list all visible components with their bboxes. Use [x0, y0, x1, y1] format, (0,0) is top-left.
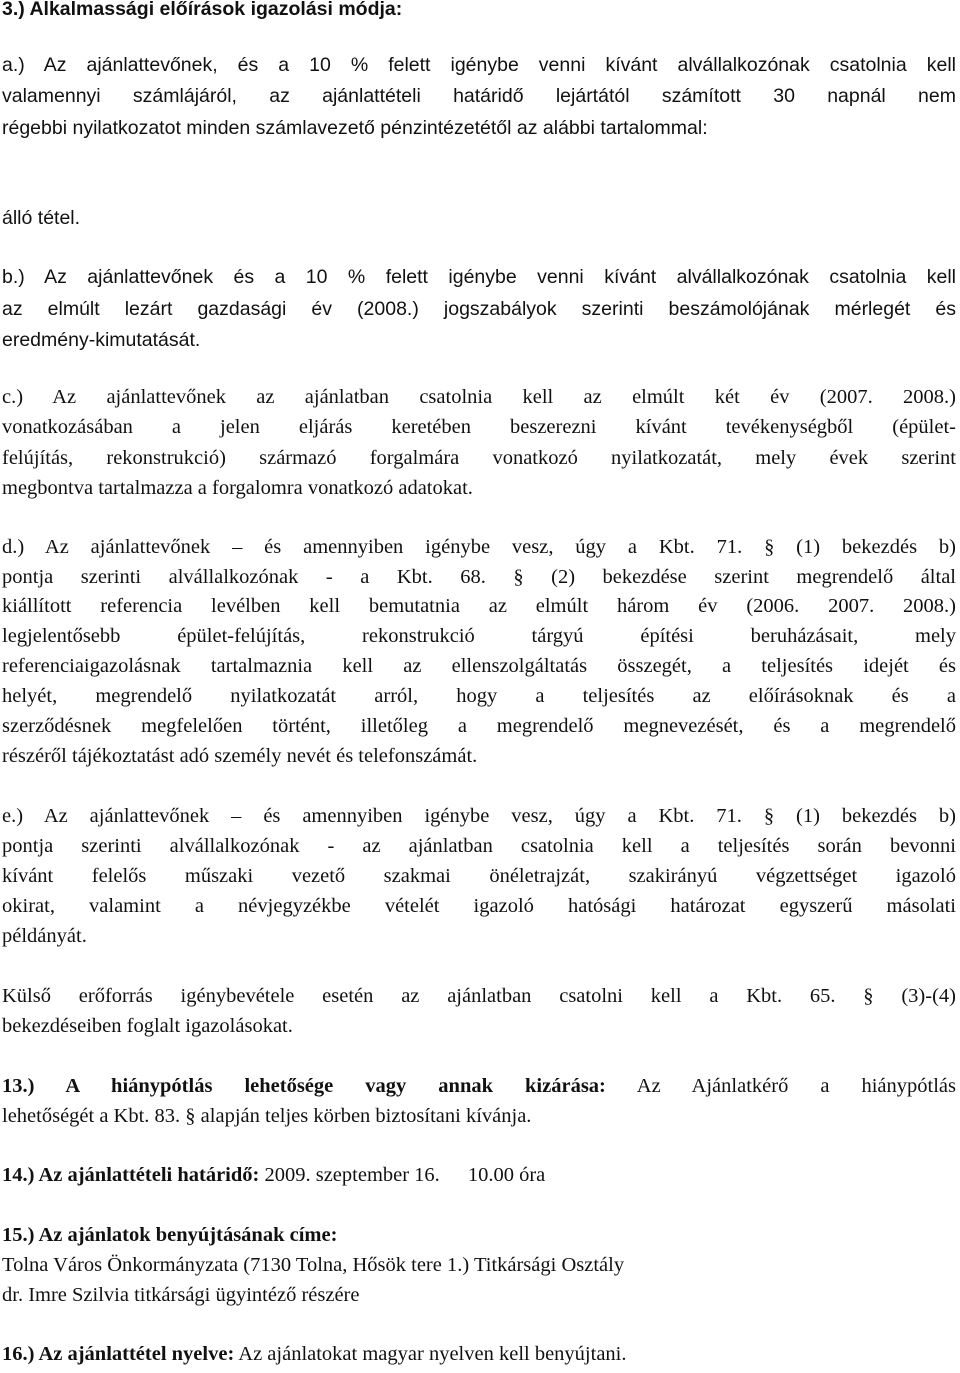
paragraph-d-line: d.) Az ajánlattevőnek – és amennyiben igénybe vesz, úgy a Kbt. 71. § (1) bekezdés b) [2, 536, 956, 558]
paragraph-a-line: valamennyi számlájáról, az ajánlattételi határidő lejártától számított 30 napnál nem [2, 85, 956, 107]
paragraph-b-line: az elmúlt lezárt gazdasági év (2008.) jogszabályok szerinti beszámolójának mérlegét és [2, 298, 956, 320]
paragraph-c-line: felújítás, rekonstrukció) származó forgalmára vonatkozó nyilatkozatát, mely évek szerint [2, 447, 956, 469]
section-13-text: Az Ajánlatkérő a hiánypótlás [605, 1075, 956, 1097]
section-13-label: 13.) A hiánypótlás lehetősége vagy annak kizárása: [2, 1075, 606, 1097]
paragraph-e-line: e.) Az ajánlattevőnek – és amennyiben igénybe vesz, úgy a Kbt. 71. § (1) bekezdés b) [2, 805, 956, 827]
paragraph-d-line: referenciaigazolásnak tartalmaznia kell az ellenszolgáltatás összegét, a teljesítés idejét és [2, 655, 956, 677]
paragraph-c-line: c.) Az ajánlattevőnek az ajánlatban csatolnia kell az elmúlt két év (2007. 2008.) [2, 386, 956, 408]
paragraph-b-line: eredmény-kimutatását. [2, 329, 201, 351]
section-15-label: 15.) Az ajánlatok benyújtásának címe: [2, 1224, 338, 1246]
external-resources-line: Külső erőforrás igénybevétele esetén az ajánlatban csatolni kell a Kbt. 65. § (3)-(4) [2, 985, 956, 1007]
deadline-time: 10.00 óra [467, 1164, 546, 1186]
paragraph-d-line: kiállított referencia levélben kell bemutatnia az elmúlt három év (2006. 2007. 2008.) [2, 595, 956, 617]
paragraph-e-line: kívánt felelős műszaki vezető szakmai önéletrajzát, szakirányú végzettséget igazoló [2, 865, 956, 887]
paragraph-e-line: pontja szerinti alvállalkozónak - az ajánlatban csatolnia kell a teljesítés során bevonni [2, 835, 956, 857]
address-line: Tolna Város Önkormányzata (7130 Tolna, Hősök tere 1.) Titkársági Osztály [2, 1254, 625, 1276]
external-resources-line: bekezdéseiben foglalt igazolásokat. [2, 1015, 293, 1037]
paragraph-d-line: részéről tájékoztatást adó személy nevét és telefonszámát. [2, 745, 478, 767]
section-14-label: 14.) Az ajánlattételi határidő: [2, 1164, 260, 1186]
paragraph-e-line: példányát. [2, 925, 87, 947]
paragraph-d-line: helyét, megrendelő nyilatkozatát arról, hogy a teljesítés az előírásoknak és a [2, 685, 956, 707]
paragraph-b-line: b.) Az ajánlattevőnek és a 10 % felett igénybe venni kívánt alvállalkozónak csatolnia kell [2, 266, 956, 288]
paragraph-d-line: pontja szerinti alvállalkozónak - a Kbt. 68. § (2) bekezdése szerint megrendelő által [2, 566, 956, 588]
section-13-line: lehetőségét a Kbt. 83. § alapján teljes körben biztosítani kívánja. [2, 1105, 532, 1127]
section-16-label: 16.) Az ajánlattétel nyelve: [2, 1343, 235, 1365]
paragraph-d-line: szerződésnek megfelelően történt, illetőleg a megrendelő megnevezését, és a megrendelő [2, 715, 956, 737]
section-16-text: Az ajánlatokat magyar nyelven kell benyújtani. [234, 1343, 627, 1365]
paragraph-a-tail: álló tétel. [2, 207, 81, 229]
paragraph-c-line: vonatkozásában a jelen eljárás keretében beszerezni kívánt tevékenységből (épület- [2, 416, 956, 438]
section-14-line [2, 1164, 956, 1187]
paragraph-a-line: régebbi nyilatkozatot minden számlavezető pénzintézetétől az alábbi tartalommal: [2, 117, 708, 139]
section-heading: 3.) Alkalmassági előírások igazolási módja: [2, 0, 403, 20]
paragraph-a-line: a.) Az ajánlattevőnek, és a 10 % felett igénybe venni kívánt alvállalkozónak csatolnia kell [2, 54, 956, 76]
section-13-line [2, 1075, 956, 1098]
section-16-line [2, 1343, 956, 1366]
paragraph-e-line: okirat, valamint a névjegyzékbe vételét igazoló hatósági határozat egyszerű másolati [2, 895, 956, 917]
deadline-date: 2009. szeptember 16. [259, 1164, 440, 1186]
paragraph-c-line: megbontva tartalmazza a forgalomra vonatkozó adatokat. [2, 477, 473, 499]
address-line: dr. Imre Szilvia titkársági ügyintéző részére [2, 1284, 360, 1306]
paragraph-d-line: legjelentősebb épület-felújítás, rekonstrukció tárgyú építési beruházásait, mely [2, 625, 956, 647]
